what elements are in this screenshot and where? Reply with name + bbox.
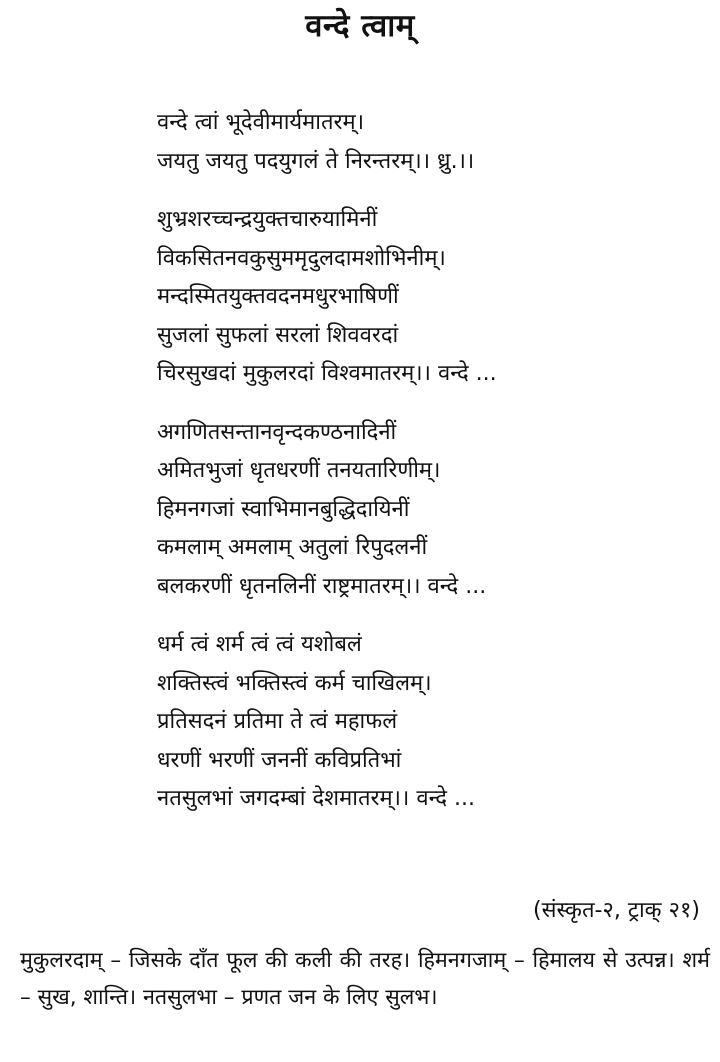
poem-line: धर्म त्वं शर्म त्वं त्वं यशोबलं xyxy=(157,632,362,657)
poem-line: अमितभुजां धृतधरणीं तनयतारिणीम्। xyxy=(157,458,441,483)
poem-line: जयतु जयतु पदयुगलं ते निरन्तरम्।। ध्रु.।। xyxy=(157,148,475,174)
stanza-3 xyxy=(157,626,697,819)
stanza-2 xyxy=(157,414,697,607)
poem-line: मन्दस्मितयुक्तवदनमधुरभाषिणीं xyxy=(157,284,399,309)
glossary-note: मुकुलरदाम् – जिसके दाँत फूल की कली की तरह। हिमनगजाम् – हिमालय से उत्पन्न। शर्म – सुख, शान्ति। नतसुलभा – प्रणत जन के लिए सुलभ। xyxy=(20,948,710,1010)
poem-line: हिमनगजां स्वाभिमानबुद्धिदायिनीं xyxy=(157,496,410,522)
stanza-1 xyxy=(157,201,697,394)
poem-line: शक्तिस्त्वं भक्तिस्त्वं कर्म चाखिलम्। xyxy=(157,670,432,696)
poem xyxy=(157,104,697,839)
poem-line: शुभ्रशरच्चन्द्रयुक्तचारुयामिनीं xyxy=(157,207,378,232)
stanza-refrain xyxy=(157,104,697,181)
poem-line: अगणितसन्तानवृन्दकण्ठनादिनीं xyxy=(157,419,397,445)
source-reference: (संस्कृत-२, ट्राक् २१) xyxy=(533,898,700,923)
poem-line: नतसुलभां जगदम्बां देशमातरम्।। वन्दे ... xyxy=(157,786,476,811)
poem-line: बलकरणीं धृतनलिनीं राष्ट्रमातरम्।। वन्दे ... xyxy=(157,573,487,599)
poem-line: वन्दे त्वां भूदेवीमार्यमातरम्। xyxy=(157,110,365,135)
poem-line: सुजलां सुफलां सरलां शिववरदां xyxy=(157,322,399,348)
poem-line: कमलाम् अमलाम् अतुलां रिपुदलनीं xyxy=(157,535,428,560)
poem-line: चिरसुखदां मुकुलरदां विश्वमातरम्।। वन्दे ... xyxy=(157,361,497,386)
poem-line: धरणीं भरणीं जननीं कविप्रतिभां xyxy=(157,747,402,773)
page-title: वन्दे त्वाम् xyxy=(305,8,415,44)
poem-line: प्रतिसदनं प्रतिमा ते त्वं महाफलं xyxy=(157,709,398,734)
poem-line: विकसितनवकुसुममृदुलदामशोभिनीम्। xyxy=(157,245,446,271)
